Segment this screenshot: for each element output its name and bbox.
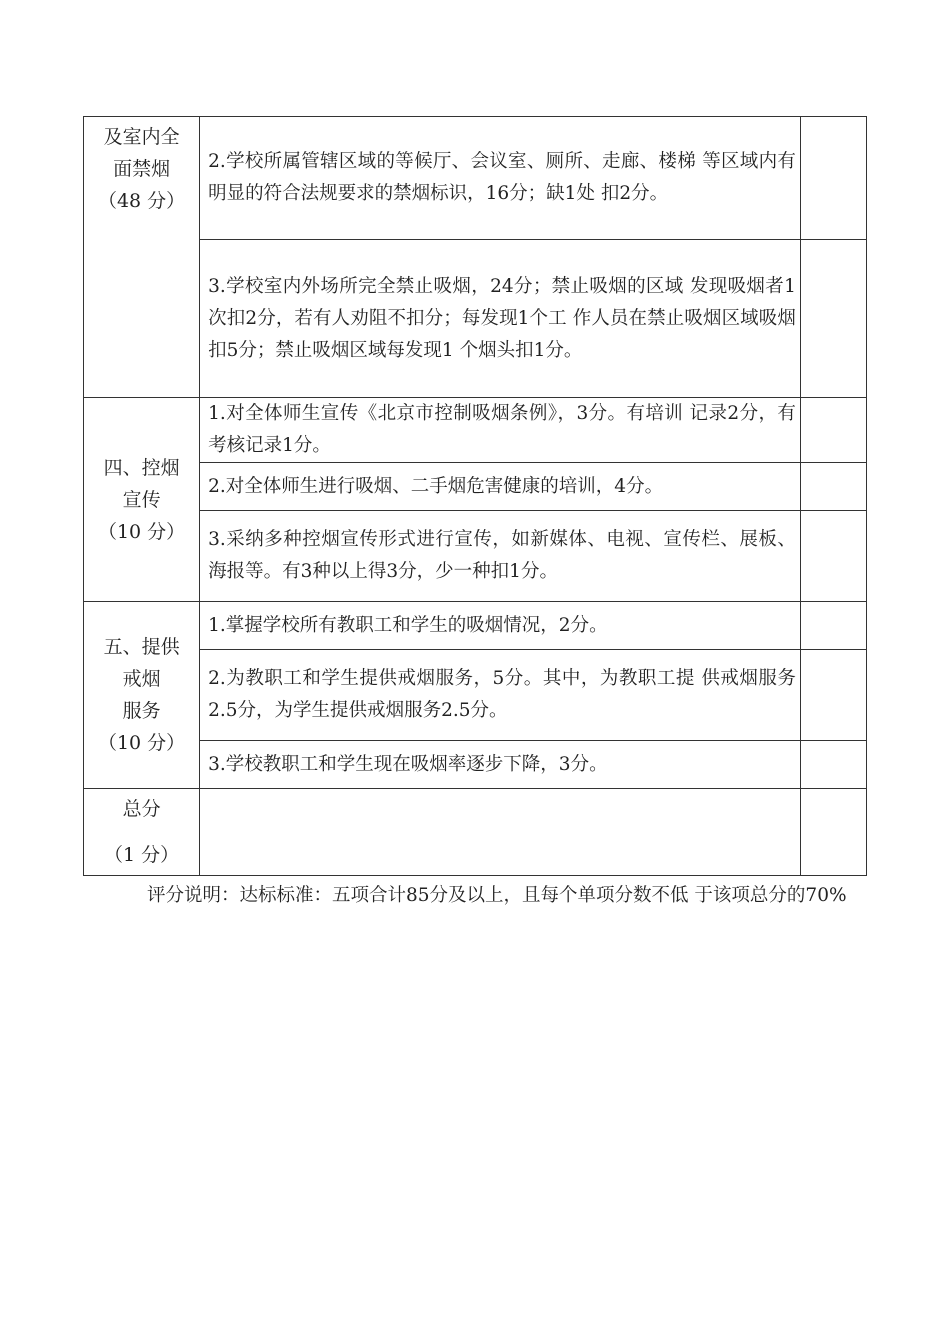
table-row xyxy=(84,240,867,398)
table-row xyxy=(84,741,867,789)
table-row xyxy=(84,602,867,650)
score-cell xyxy=(800,511,866,602)
criterion-text: 3.学校教职工和学生现在吸烟率逐步下降，3分。 xyxy=(200,741,801,789)
criterion-text: 2.学校所属管辖区域的等候厅、会议室、厕所、走廊、楼梯 等区域内有明显的符合法规要求的禁烟标识，16分；缺1处 扣2分。 xyxy=(200,117,801,240)
table-row xyxy=(84,511,867,602)
category-label: 宣传 xyxy=(122,488,161,511)
score-cell xyxy=(800,741,866,789)
category-label: 五、提供 xyxy=(103,636,180,658)
table-row xyxy=(84,117,867,240)
score-cell xyxy=(800,650,866,741)
table-row xyxy=(84,398,867,463)
category-label: 戒烟 xyxy=(122,668,161,690)
criterion-text: 2.为教职工和学生提供戒烟服务，5分。其中，为教职工提 供戒烟服务2.5分，为学生提供戒烟服务2.5分。 xyxy=(200,650,801,741)
total-label: 总分 xyxy=(122,798,161,820)
category-label: 四、控烟 xyxy=(103,456,180,479)
category-points: （10 分） xyxy=(97,732,186,754)
category-cell xyxy=(84,398,200,602)
criterion-text: 1.对全体师生宣传《北京市控制吸烟条例》，3分。有培训 记录2分，有考核记录1分。 xyxy=(200,398,801,463)
total-points: （1 分） xyxy=(104,844,180,866)
criterion-text: 3.采纳多种控烟宣传形式进行宣传，如新媒体、电视、宣传栏、展板、海报等。有3种以上得3分，少一种扣1分。 xyxy=(200,511,801,602)
category-points: （48 分） xyxy=(97,190,186,212)
score-cell xyxy=(800,602,866,650)
criterion-text xyxy=(200,789,801,876)
table-row xyxy=(84,463,867,511)
score-cell xyxy=(800,240,866,398)
category-label: 及室内全 xyxy=(103,126,180,148)
category-cell xyxy=(84,789,200,876)
score-cell xyxy=(800,463,866,511)
table-row xyxy=(84,789,867,876)
table-row xyxy=(84,650,867,741)
category-cell xyxy=(84,602,200,789)
score-cell xyxy=(800,117,866,240)
scoring-table xyxy=(83,116,867,876)
criterion-text: 2.对全体师生进行吸烟、二手烟危害健康的培训，4分。 xyxy=(200,463,801,511)
criterion-text: 3.学校室内外场所完全禁止吸烟，24分；禁止吸烟的区域 发现吸烟者1次扣2分，若有人劝阻不扣分；每发现1个工 作人员在禁止吸烟区域吸烟扣5分；禁止吸烟区域每发现1 个烟头扣1分。 xyxy=(200,240,801,398)
category-label: 服务 xyxy=(122,700,161,722)
score-cell xyxy=(800,398,866,463)
criterion-text: 1.掌握学校所有教职工和学生的吸烟情况，2分。 xyxy=(200,602,801,650)
category-points: （10 分） xyxy=(97,520,186,543)
category-cell xyxy=(84,117,200,398)
scoring-note: 评分说明：达标标准：五项合计85分及以上，且每个单项分数不低 于该项总分的70% xyxy=(147,885,847,906)
score-cell xyxy=(800,789,866,876)
category-label: 面禁烟 xyxy=(113,158,171,180)
